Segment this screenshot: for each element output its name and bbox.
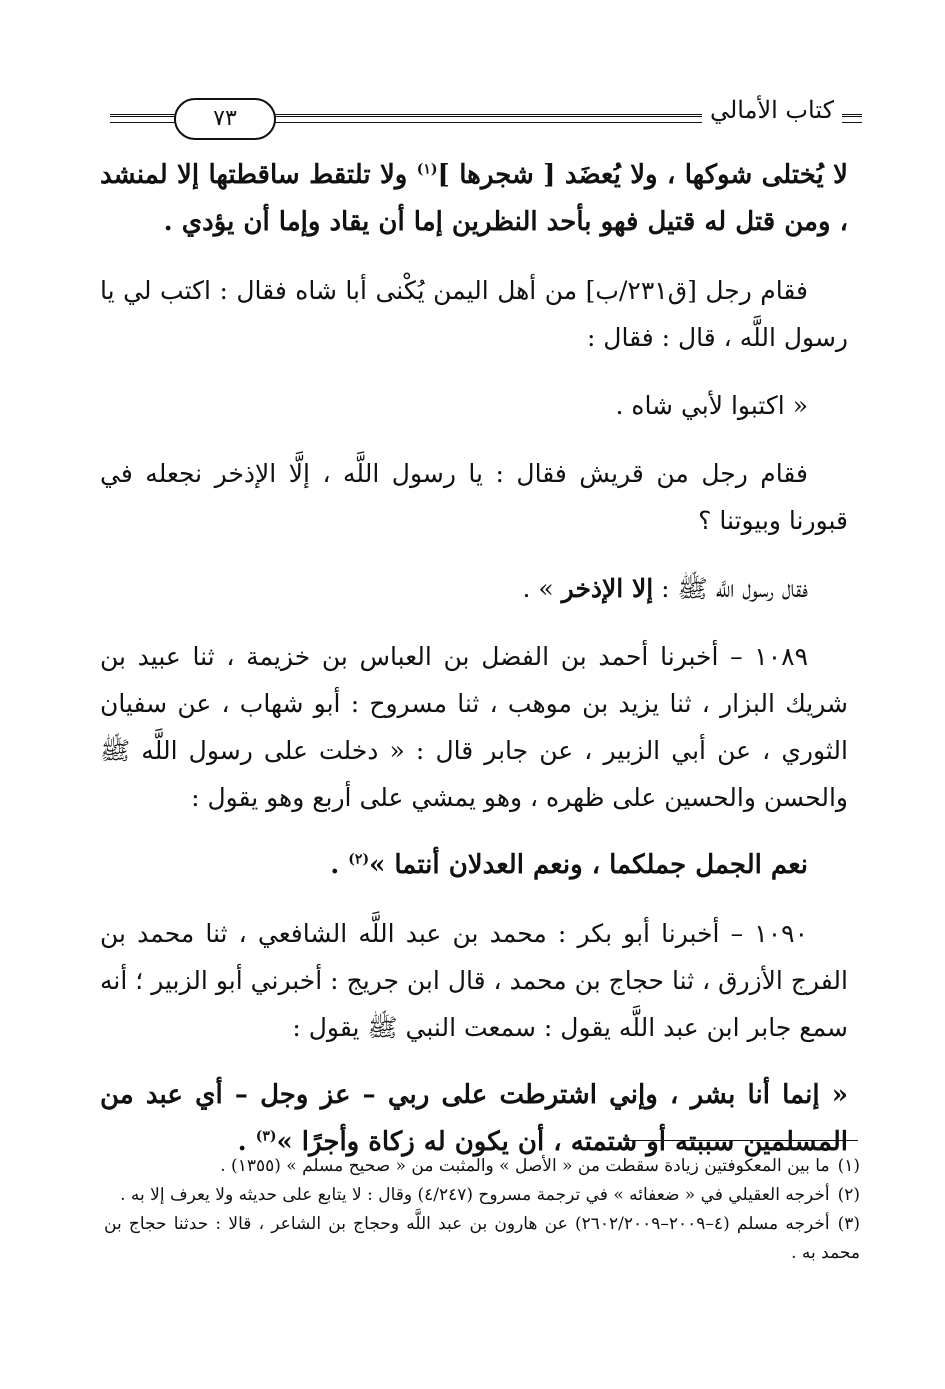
paragraph-write-for-abu-shah: « اكتبوا لأبي شاه . bbox=[615, 391, 808, 420]
footnotes bbox=[104, 1152, 860, 1268]
main-text bbox=[100, 152, 848, 1187]
page-number: ٧٣ bbox=[174, 98, 276, 140]
paragraph-hadith-1090: ١٠٩٠ – أخبرنا أبو بكر : محمد بن عبد اللَّه الشافعي ، ثنا محمد بن الفرج الأزرق ، ثنا حجاج بن محمد ، قال ابن جريج : أخبرني أبو الزبير ؛ أنه سمع جابر ابن عبد اللَّه يقول : سمعت النبي ﷺ يقول : bbox=[100, 919, 848, 1042]
footnote-1: (١)ما بين المعكوفتين زيادة سقطت من « الأصل » والمثبت من « صحيح مسلم » (١٣٥٥) . bbox=[220, 1156, 860, 1176]
footnote-3: (٣)أخرجه مسلم (٤–٢٠٠٩–٢٦٠٢/٢٠٠٩) عن هارون بن عبد اللَّه وحجاج بن الشاعر ، قالا : حدثنا حجاج بن محمد به . bbox=[104, 1214, 860, 1263]
book-title: كتاب الأمالي bbox=[702, 96, 842, 124]
paragraph-hadith-continuation: لا يُختلى شوكها ، ولا يُعضَد [ شجرها ]$^{(١)}$ ولا تلتقط ساقطتها إلا لمنشد ، ومن قتل له قتيل فهو بأحد النظرين إما أن يقاد وإما أن يؤدي . bbox=[100, 160, 848, 237]
footnote-separator bbox=[624, 1140, 858, 1141]
footnote-ref-1: (١) bbox=[416, 161, 438, 178]
page-header bbox=[110, 92, 862, 140]
footnote-2: (٢)أخرجه العقيلي في « ضعفائه » في ترجمة مسروح (٤/٢٤٧) وقال : لا يتابع على حديثه ولا يعرف إلا به . bbox=[120, 1185, 860, 1205]
footnote-ref-2: (٢) bbox=[348, 851, 370, 868]
paragraph-idhkhir-question: فقام رجل من قريش فقال : يا رسول اللَّه ، إلَّا الإذخر نجعله في قبورنا وبيوتنا ؟ bbox=[100, 459, 848, 535]
paragraph-hadith-1089: ١٠٨٩ – أخبرنا أحمد بن الفضل بن العباس بن خزيمة ، ثنا عبيد بن شريك البزار ، ثنا يزيد بن موهب ، ثنا مسروح : أبو شهاب ، عن سفيان الثوري ، عن أبي الزبير ، عن جابر قال : « دخلت على رسول اللَّه ﷺ والحسن والحسين على ظهره ، وهو يمشي على أربع وهو يقول : bbox=[100, 642, 848, 812]
paragraph-abu-shah: فقام رجل [ق٢٣١/ب] من أهل اليمن يُكْنى أبا شاه فقال : اكتب لي يا رسول اللَّه ، قال : فقال : bbox=[100, 276, 848, 352]
paragraph-hadith-1090-text: « إنما أنا بشر ، وإني اشترطت على ربي – عز وجل – أي عبد من المسلمين سببته أو شتمته ، أن يكون له زكاة وأجرًا »$^{(٣)}$ . bbox=[100, 1080, 848, 1157]
footnote-ref-3: (٣) bbox=[255, 1128, 277, 1145]
paragraph-idhkhir-answer: فقال رسول اللَّه ﷺ : إلا الإذخر » . bbox=[522, 574, 808, 603]
paragraph-hadith-1089-text: نعم الجمل جملكما ، ونعم العدلان أنتما »$^{(٢)}$ . bbox=[330, 850, 808, 880]
